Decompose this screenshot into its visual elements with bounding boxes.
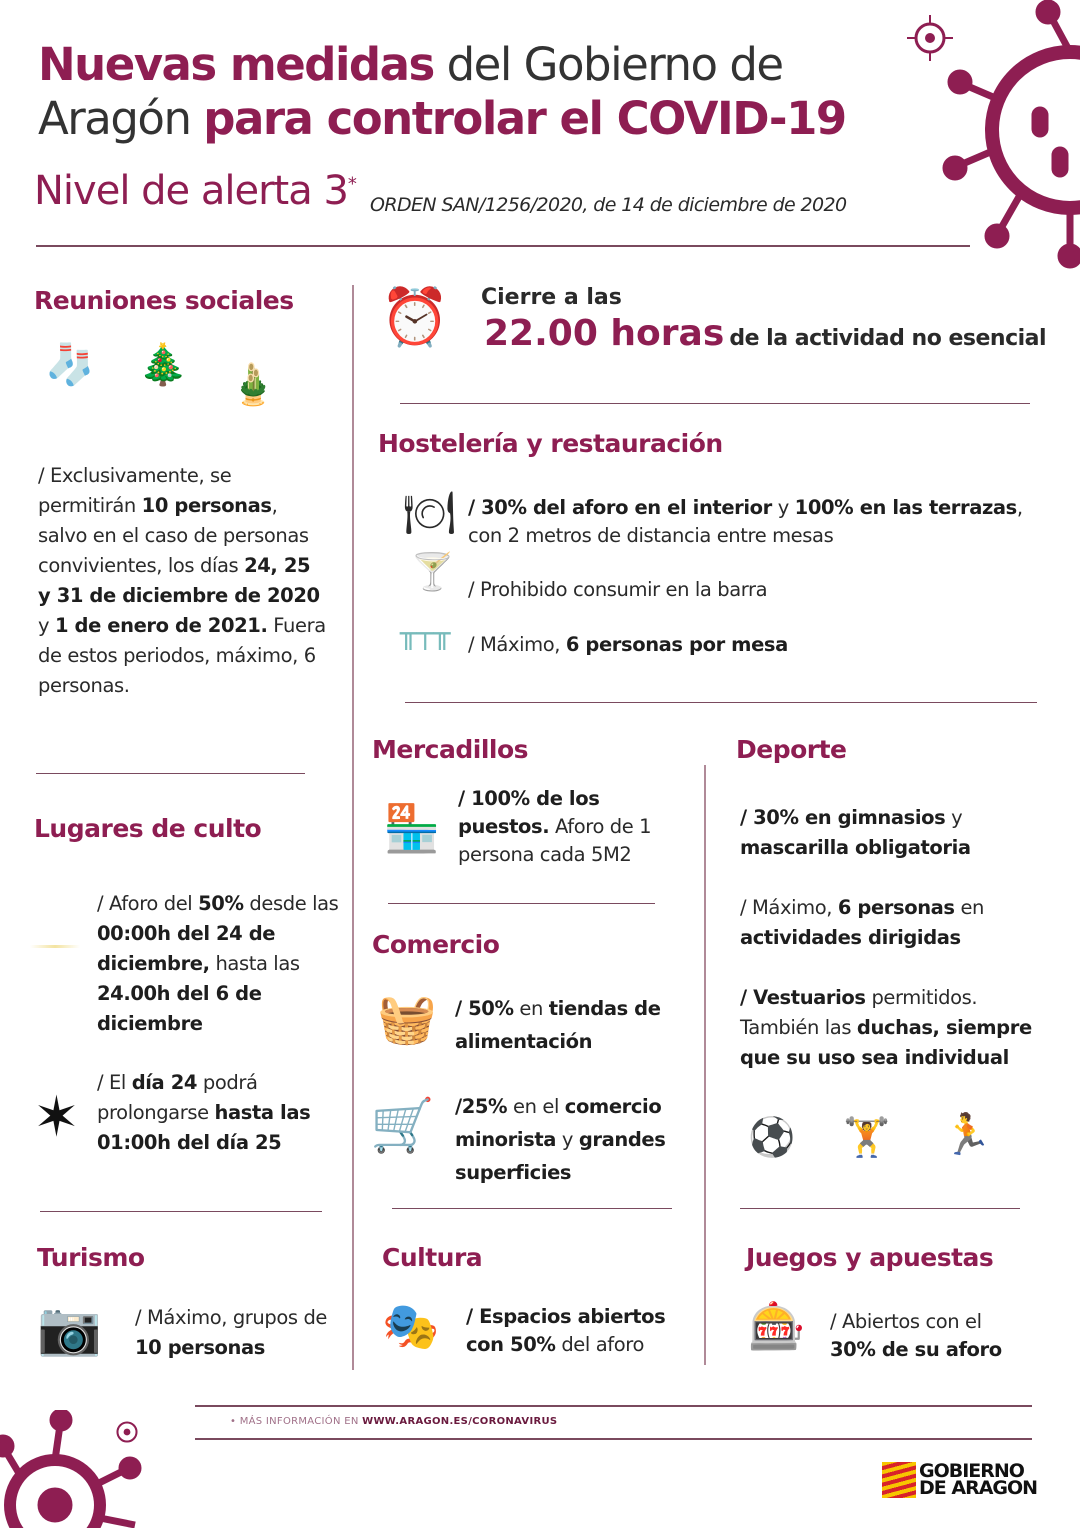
juegos-text (830, 1308, 1030, 1364)
bold-text: / Espacios abiertos con 50% (466, 1305, 666, 1356)
deporte-item (740, 983, 1060, 1073)
divider (740, 1208, 1020, 1209)
bold-text: 10 personas (135, 1336, 265, 1359)
market-stall-icon: 🏪 (383, 801, 441, 855)
divider (40, 1211, 322, 1212)
divider (400, 403, 1030, 404)
title-line-1 (38, 38, 846, 92)
bold-text: duchas, siempre que su uso sea individual (740, 1016, 1032, 1069)
heading-mercadillos: Mercadillos (372, 735, 529, 764)
bold-text: 10 personas (141, 494, 272, 517)
text: / El (97, 1071, 132, 1094)
cierre-post: de la actividad no esencial (729, 326, 1047, 351)
bold-text: / Vestuarios (740, 986, 866, 1009)
bold-text: 50% (198, 892, 244, 915)
text: / Prohibido consumir en la barra (468, 578, 768, 601)
cultura-text (466, 1303, 691, 1359)
food-basket-icon: 🧺 (377, 991, 437, 1047)
heading-turismo: Turismo (37, 1243, 145, 1272)
turismo-text (135, 1303, 335, 1363)
bold-text: / 100% de los puestos. (458, 787, 600, 838)
weightlifter-icon: 🏋 (843, 1115, 891, 1159)
mercadillos-text (458, 785, 673, 869)
text: y (556, 1128, 579, 1151)
divider (36, 245, 970, 247)
asterisk: * (347, 173, 356, 195)
aragon-flag-icon (882, 1462, 916, 1498)
cloche-icon: 🍽 (403, 488, 457, 537)
divider (392, 1208, 672, 1209)
text: / Abiertos con el (830, 1310, 982, 1333)
comercio-item (455, 992, 690, 1058)
heading-deporte: Deporte (736, 735, 847, 764)
text: Aragón (38, 92, 204, 145)
order-reference: ORDEN SAN/1256/2020, de 14 de diciembre de 2020 (370, 194, 847, 216)
text: en (513, 997, 549, 1020)
page-title (38, 38, 846, 146)
heading-cultura: Cultura (382, 1243, 483, 1272)
bold-text: 100% en las terrazas (794, 496, 1017, 519)
divider (352, 285, 354, 1370)
bold-text: / 30% en gimnasios (740, 806, 946, 829)
bold-text: Nuevas medidas (38, 38, 434, 91)
hosteleria-item (468, 494, 1038, 550)
sparkle-icon (30, 945, 80, 948)
bold-text: /25% (455, 1095, 508, 1118)
christmas-tree-icon: 🎄 (138, 342, 188, 388)
heading-reuniones: Reuniones sociales (34, 286, 294, 315)
bold-text: hasta las 01:00h del día 25 (97, 1101, 311, 1154)
heading-comercio: Comercio (372, 930, 500, 959)
gobierno-aragon-logo (882, 1462, 1037, 1498)
logo-line-2: DE ARAGON (919, 1477, 1038, 1499)
theater-masks-icon: 🎭 (382, 1299, 440, 1353)
culto-text-1 (97, 889, 345, 1039)
deporte-item (740, 893, 1060, 953)
alert-label: Nivel de alerta 3 (34, 168, 348, 214)
text: del Gobierno de (433, 38, 783, 91)
camera-icon: 📷 (37, 1299, 102, 1359)
divider (195, 1405, 1032, 1407)
small-virus-icon (110, 1415, 144, 1449)
text: en (954, 896, 984, 919)
text: en el (507, 1095, 565, 1118)
text: , salvo en el caso de personas convivientes, los días (38, 494, 309, 577)
text: / Máximo, (740, 896, 838, 919)
text: / Máximo, (468, 633, 566, 656)
text: / Aforo del (97, 892, 199, 915)
bold-text: tiendas de alimentación (455, 997, 661, 1053)
bold-text: para controlar el COVID-19 (203, 92, 846, 145)
hosteleria-item (468, 575, 1038, 605)
comercio-item (455, 1090, 695, 1189)
deporte-item (740, 803, 1060, 863)
divider (36, 773, 305, 774)
hosteleria-item (468, 630, 1038, 660)
bold-text: mascarilla obligatoria (740, 836, 971, 859)
bold-text: grandes superficies (455, 1128, 666, 1184)
shopping-cart-icon: 🛒 (370, 1096, 435, 1156)
alarm-clock-icon: ⏰ (380, 285, 450, 350)
more-info: • MÁS INFORMACIÓN EN WWW.ARAGON.ES/CORONAVIRUS (230, 1416, 558, 1427)
bold-text: día 24 (131, 1071, 198, 1094)
heading-culto: Lugares de culto (34, 814, 262, 843)
more-info-label: MÁS INFORMACIÓN EN (239, 1416, 363, 1427)
more-info-link[interactable]: WWW.ARAGON.ES/CORONAVIRUS (362, 1416, 558, 1427)
title-line-2 (38, 92, 846, 146)
text: hasta las (209, 952, 300, 975)
soccer-ball-icon: ⚽ (748, 1115, 796, 1159)
text: podrá prolongarse (97, 1071, 258, 1124)
divider (195, 1438, 1032, 1440)
runner-icon: 🏃 (942, 1112, 992, 1158)
text: Aforo de 1 persona cada 5M2 (458, 815, 652, 866)
table-chairs-icon: ╥┬╥ (400, 617, 451, 650)
bold-text: / 50% (455, 997, 514, 1020)
logo-line-1: GOBIERNO (919, 1460, 1024, 1482)
bold-text: comercio minorista (455, 1095, 662, 1151)
bold-text: 24.00h del 6 de diciembre (97, 982, 262, 1035)
bold-text: 6 personas por mesa (565, 633, 788, 656)
bold-text: / 30% del aforo en el interior (468, 496, 772, 519)
stocking-icon: 🧦 (45, 342, 95, 388)
text: Fuera de estos periodos, máximo, 6 personas. (38, 614, 326, 697)
reuniones-text (38, 461, 328, 701)
text: y (38, 614, 55, 637)
bold-text: actividades dirigidas (740, 926, 961, 949)
text: / Máximo, grupos de (135, 1306, 328, 1329)
text: del aforo (555, 1333, 644, 1356)
bold-text: 00:00h del 24 de diciembre, (97, 922, 276, 975)
text: permitidos. También las (740, 986, 978, 1039)
poker-chips-icon: 🎰 (748, 1299, 806, 1353)
bold-text: 1 de enero de 2021. (54, 614, 268, 637)
text: , con 2 metros de distancia entre mesas (468, 496, 1023, 547)
ornaments-icon: 🎍 (228, 362, 278, 408)
divider (704, 765, 706, 1365)
heading-hosteleria: Hostelería y restauración (378, 429, 723, 458)
heading-juegos: Juegos y apuestas (746, 1243, 994, 1272)
star-icon: ✶ (33, 1085, 80, 1150)
bold-text: 30% de su aforo (830, 1338, 1002, 1361)
virus-icon (940, 0, 1080, 270)
culto-text-2 (97, 1068, 337, 1158)
alert-level (34, 168, 356, 214)
bold-text: 6 personas (837, 896, 955, 919)
text: y (945, 806, 963, 829)
cocktail-icon: 🍸 (410, 552, 455, 593)
divider (405, 702, 1037, 703)
small-virus-icon (905, 13, 955, 63)
cierre-time: 22.00 horas (484, 313, 725, 354)
text: y (771, 496, 795, 519)
text: / Exclusivamente, se permitirán (38, 464, 232, 517)
cierre-pre: Cierre a las (481, 285, 622, 310)
divider (388, 903, 655, 904)
bold-text: 24, 25 y 31 de diciembre de 2020 (38, 554, 320, 607)
text: desde las (243, 892, 339, 915)
